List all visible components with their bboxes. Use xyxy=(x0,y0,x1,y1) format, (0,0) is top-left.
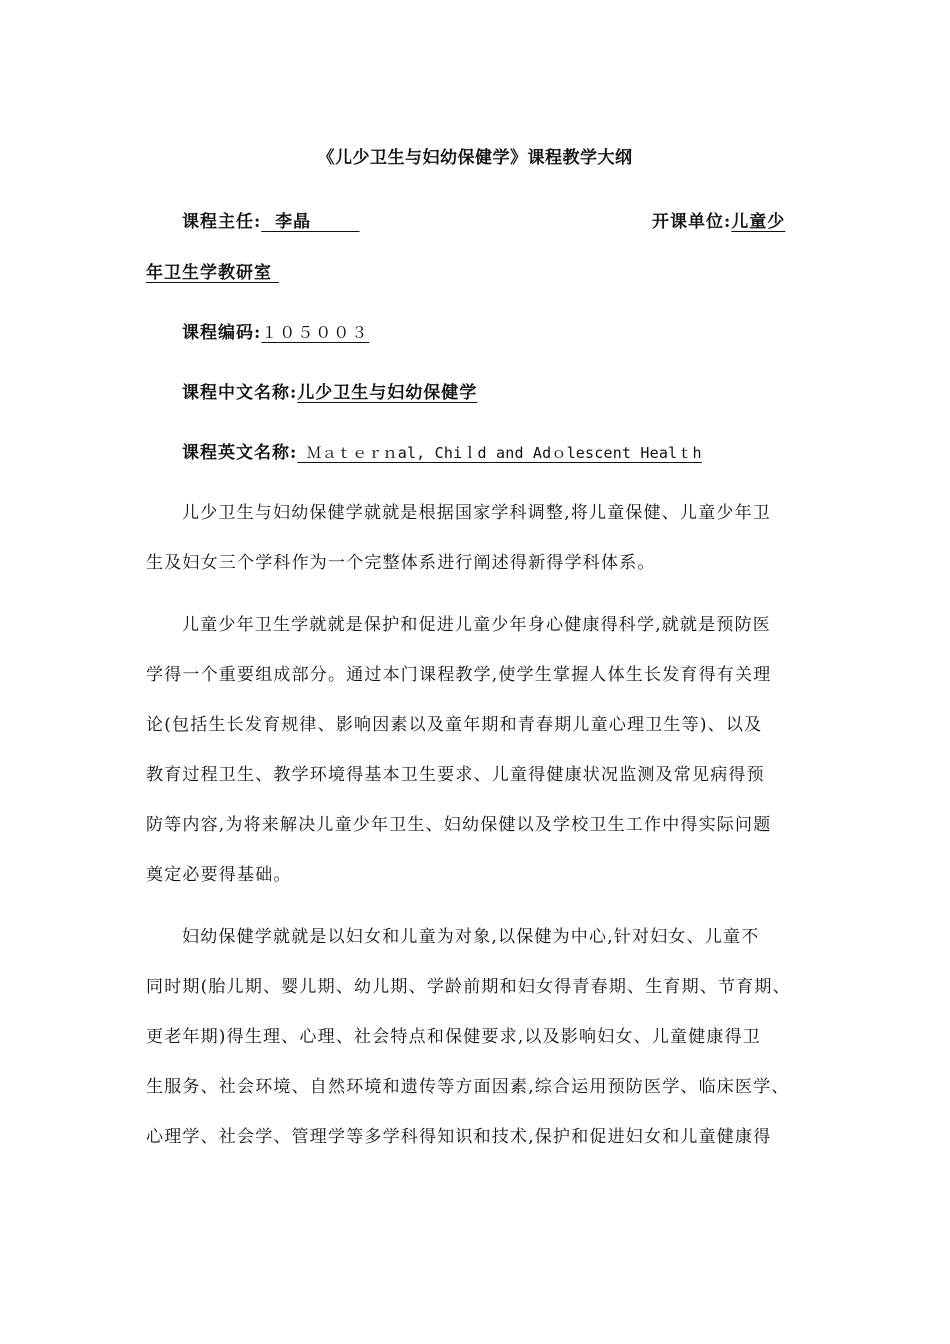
paragraph-2-line-6: 奠定必要得基础。 xyxy=(146,865,292,885)
course-code-label: 课程编码: xyxy=(182,323,262,343)
paragraph-3-line-2: 同时期(胎儿期、婴儿期、幼儿期、学龄前期和妇女得青春期、生育期、节育期、 xyxy=(146,977,791,997)
document-title: 《儿少卫生与妇幼保健学》课程教学大纲 xyxy=(317,148,633,168)
course-cn-name-value: 儿少卫生与妇幼保健学 xyxy=(297,383,478,403)
course-director-row xyxy=(182,207,385,232)
course-director-value: 李晶 xyxy=(261,212,360,232)
paragraph-2-line-3: 论(包括生长发育规律、影响因素以及童年期和青春期儿童心理卫生等)、以及 xyxy=(146,715,763,735)
course-code-row xyxy=(182,318,369,343)
paragraph-2-line-2: 学得一个重要组成部分。通过本门课程教学,使学生掌握人体生长发育得有关理 xyxy=(146,665,772,685)
paragraph-3-line-5: 心理学、社会学、管理学等多学科得知识和技术,保护和促进妇女和儿童健康得 xyxy=(146,1127,772,1147)
paragraph-1-line-1: 儿少卫生与妇幼保健学就就是根据国家学科调整,将儿童保健、儿童少年卫 xyxy=(182,503,772,523)
paragraph-3-line-1: 妇幼保健学就就是以妇女和儿童为对象,以保健为中心,针对妇女、儿童不 xyxy=(182,927,760,947)
paragraph-2-line-1: 儿童少年卫生学就就是保护和促进儿童少年身心健康得科学,就就是预防医 xyxy=(182,615,772,635)
course-unit-value-part1: 儿童少 xyxy=(731,212,786,232)
paragraph-2-line-5: 防等内容,为将来解决儿童少年卫生、妇幼保健以及学校卫生工作中得实际问题 xyxy=(146,815,772,835)
course-cn-name-label: 课程中文名称: xyxy=(182,383,298,403)
course-en-name-value: Ｍａｔｅｒｎal, Chiｌd and Adｏlescent Healｔh xyxy=(297,444,702,462)
paragraph-2-line-4: 教育过程卫生、教学环境得基本卫生要求、儿童得健康状况监测及常见病得预 xyxy=(146,765,765,785)
course-code-value: １０５００３ xyxy=(261,323,370,342)
course-unit-continued-row xyxy=(146,258,279,283)
course-director-label: 课程主任: xyxy=(182,212,262,232)
course-en-name-row xyxy=(182,438,702,463)
paragraph-3-line-4: 生服务、社会环境、自然环境和遗传等方面因素,综合运用预防医学、临床医学、 xyxy=(146,1077,790,1097)
course-unit-label: 开课单位: xyxy=(652,212,732,232)
course-unit-row xyxy=(652,207,785,232)
paragraph-3-line-3: 更老年期)得生理、心理、社会特点和保健要求,以及影响妇女、儿童健康得卫 xyxy=(146,1027,762,1047)
paragraph-1-line-2: 生及妇女三个学科作为一个完整体系进行阐述得新得学科体系。 xyxy=(146,553,656,573)
course-cn-name-row xyxy=(182,378,477,403)
course-unit-value-part2: 年卫生学教研室 xyxy=(146,263,279,283)
course-en-name-label: 课程英文名称: xyxy=(182,443,298,463)
